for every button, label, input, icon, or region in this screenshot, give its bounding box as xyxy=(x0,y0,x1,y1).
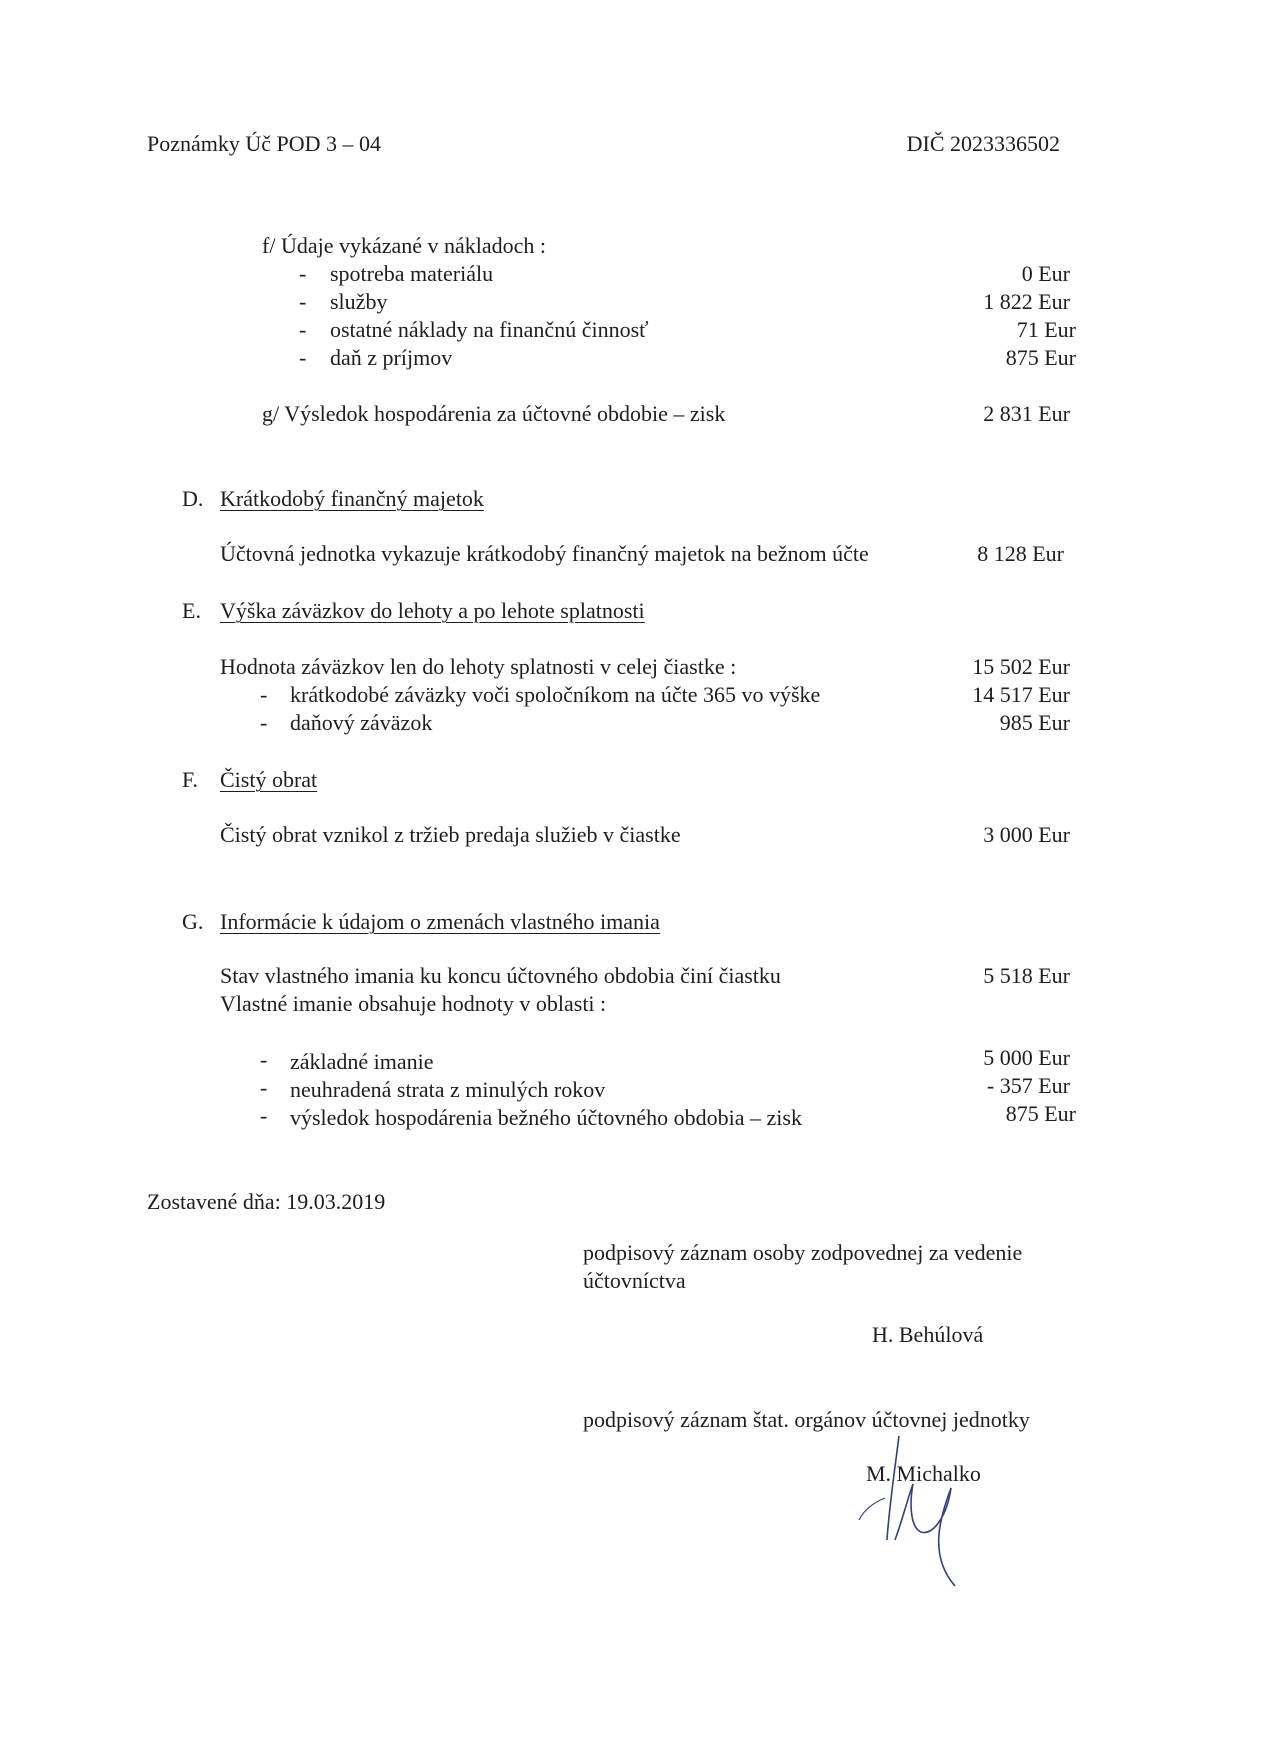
list-item-value: 875 Eur xyxy=(1005,345,1076,370)
signatory-name-statutory: M. Michalko xyxy=(866,1461,981,1486)
section-g-value1: 5 518 Eur xyxy=(983,963,1070,988)
list-item-value: 0 Eur xyxy=(1021,261,1070,286)
dash: - xyxy=(299,261,307,286)
list-item-value: 71 Eur xyxy=(1016,317,1076,342)
section-g-text1: Stav vlastného imania ku koncu účtovného obdobia činí čiastku xyxy=(220,963,781,988)
doc-header-left: Poznámky Úč POD 3 – 04 xyxy=(147,131,382,156)
dash: - xyxy=(260,1075,268,1100)
section-g-title: Informácie k údajom o zmenách vlastného imania xyxy=(220,909,660,934)
section-d-letter: D. xyxy=(182,486,204,511)
section-f2-title: Čistý obrat xyxy=(220,767,318,792)
signatory-name-accountant: H. Behúlová xyxy=(872,1322,984,1347)
dash: - xyxy=(260,1047,268,1072)
dash: - xyxy=(260,710,268,735)
list-item-label: neuhradená strata z minulých rokov xyxy=(290,1077,606,1102)
list-item-label: základné imanie xyxy=(290,1049,434,1074)
dash: - xyxy=(299,289,307,314)
list-item-label: daň z príjmov xyxy=(330,345,453,370)
list-item-value: 14 517 Eur xyxy=(972,682,1070,707)
section-g-result-label: g/ Výsledok hospodárenia za účtovné obdobie – zisk xyxy=(262,401,726,426)
list-item-value: 875 Eur xyxy=(1005,1101,1076,1126)
list-item-label: ostatné náklady na finančnú činnosť xyxy=(330,317,649,342)
section-d-text: Účtovná jednotka vykazuje krátkodobý finančný majetok na bežnom účte xyxy=(220,541,869,566)
section-f2-text: Čistý obrat vznikol z tržieb predaja služieb v čiastke xyxy=(220,822,681,847)
section-d-title: Krátkodobý finančný majetok xyxy=(220,486,484,511)
dash: - xyxy=(260,682,268,707)
section-e-title: Výška záväzkov do lehoty a po lehote splatnosti xyxy=(220,598,645,623)
compiled-date: Zostavené dňa: 19.03.2019 xyxy=(147,1189,386,1214)
list-item-value: - 357 Eur xyxy=(986,1073,1070,1098)
section-g-result-value: 2 831 Eur xyxy=(983,401,1070,426)
dash: - xyxy=(299,317,307,342)
signature-record-statutory: podpisový záznam štat. orgánov účtovnej jednotky xyxy=(583,1407,1030,1432)
list-item-value: 1 822 Eur xyxy=(983,289,1070,314)
signature-record-accounting-line2: účtovníctva xyxy=(583,1268,686,1293)
list-item-label: spotreba materiálu xyxy=(330,261,494,286)
dash: - xyxy=(299,345,307,370)
signature-record-accounting-line1: podpisový záznam osoby zodpovednej za vedenie xyxy=(583,1240,1023,1265)
list-item-label: služby xyxy=(330,289,388,314)
dash: - xyxy=(260,1103,268,1128)
list-item-value: 5 000 Eur xyxy=(983,1045,1070,1070)
doc-header-right: DIČ 2023336502 xyxy=(906,131,1060,156)
handwritten-signature xyxy=(855,1428,975,1598)
list-item-label: krátkodobé záväzky voči spoločníkom na účte 365 vo výške xyxy=(290,682,821,707)
section-e-text: Hodnota záväzkov len do lehoty splatnosti v celej čiastke : xyxy=(220,654,737,679)
section-g-text2: Vlastné imanie obsahuje hodnoty v oblasti : xyxy=(220,991,607,1016)
section-f-title: f/ Údaje vykázané v nákladoch : xyxy=(262,233,547,258)
list-item-label: daňový záväzok xyxy=(290,710,433,735)
section-f2-letter: F. xyxy=(182,767,198,792)
section-d-value: 8 128 Eur xyxy=(977,541,1064,566)
list-item-value: 985 Eur xyxy=(999,710,1070,735)
section-e-value: 15 502 Eur xyxy=(972,654,1070,679)
section-g-letter: G. xyxy=(182,909,204,934)
section-f2-value: 3 000 Eur xyxy=(983,822,1070,847)
list-item-label: výsledok hospodárenia bežného účtovného obdobia – zisk xyxy=(290,1105,802,1130)
section-e-letter: E. xyxy=(182,598,201,623)
